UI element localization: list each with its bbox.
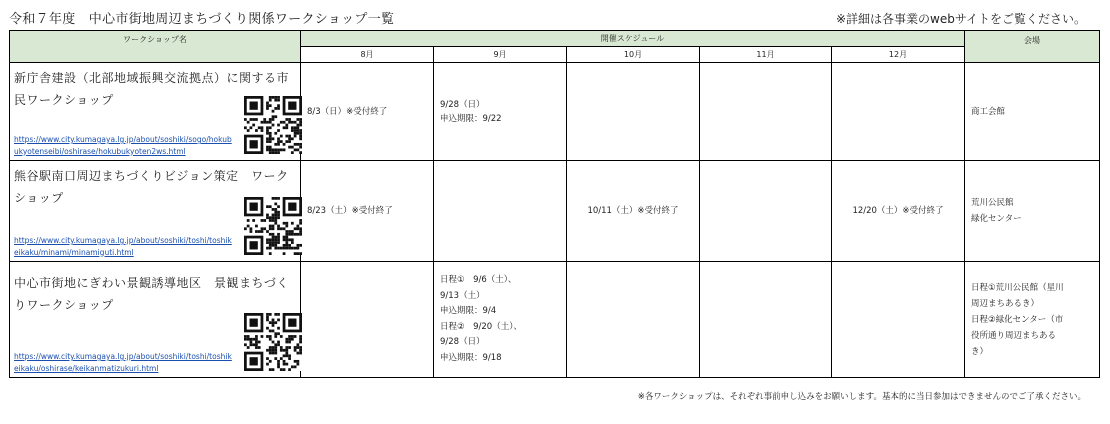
- qr-code-icon: [244, 197, 302, 255]
- venue-cell: 荒川公民館 緑化センター: [965, 161, 1100, 262]
- header-schedule: 開催スケジュール: [301, 31, 965, 47]
- workshop-title: 熊谷駅南口周辺まちづくりビジョン策定 ワークショップ: [14, 169, 289, 205]
- schedule-cell-oct: [567, 63, 700, 161]
- header-month-sep: 9月: [434, 47, 567, 63]
- table-row: [10, 161, 1100, 262]
- schedule-cell-aug: 8/3（日）※受付終了: [301, 63, 434, 161]
- schedule-cell-nov: [700, 161, 832, 262]
- venue-cell: 商工会館: [965, 63, 1100, 161]
- header-month-dec: 12月: [832, 47, 965, 63]
- workshop-link[interactable]: https://www.city.kumagaya.lg.jp/about/soshiki/toshi/toshikeikaku/oshirase/keikanmatizukuri.html: [14, 352, 232, 373]
- workshop-title: 中心市街地にぎわい景観誘導地区 景観まちづくりワークショップ: [14, 276, 289, 312]
- details-note: ※詳細は各事業のwebサイトをご覧ください。: [835, 12, 1086, 26]
- workshop-link[interactable]: https://www.city.kumagaya.lg.jp/about/soshiki/sogo/hokubukyotenseibi/oshirase/hokubukyoten2ws.html: [14, 135, 232, 156]
- header-month-oct: 10月: [567, 47, 700, 63]
- workshop-link[interactable]: https://www.city.kumagaya.lg.jp/about/soshiki/toshi/toshikeikaku/minami/minamiguti.html: [14, 236, 232, 257]
- venue-cell: 日程①荒川公民館（星川 周辺まちあるき） 日程②緑化センター（市 役所通り周辺まちある き）: [965, 262, 1100, 378]
- schedule-cell-sep: 9/28（日） 申込期限：9/22: [434, 63, 567, 161]
- workshop-title: 新庁舎建設（北部地域振興交流拠点）に関する市民ワークショップ: [14, 71, 290, 107]
- schedule-cell-sep: 日程① 9/6（土）、 9/13（土） 申込期限：9/4 日程② 9/20（土）、 9/28（日） 申込期限：9/18: [434, 262, 567, 378]
- workshop-name-cell: [10, 63, 301, 161]
- schedule-cell-aug: [301, 262, 434, 378]
- header-month-nov: 11月: [700, 47, 832, 63]
- qr-code-icon: [244, 313, 302, 371]
- schedule-cell-oct: [567, 262, 700, 378]
- footnote: ※各ワークショップは、それぞれ事前申し込みをお願いします。基本的に当日参加はできませんのでご了承ください。: [637, 392, 1086, 402]
- header-month-aug: 8月: [301, 47, 434, 63]
- schedule-cell-nov: [700, 262, 832, 378]
- workshop-name-cell: [10, 161, 301, 262]
- schedule-cell-dec: [832, 262, 965, 378]
- workshop-schedule-table: [9, 30, 1100, 378]
- schedule-cell-nov: [700, 63, 832, 161]
- page-title: 令和７年度 中心市街地周辺まちづくり関係ワークショップ一覧: [9, 12, 395, 27]
- table-row: [10, 262, 1100, 378]
- qr-code-icon: [244, 96, 302, 154]
- schedule-cell-dec: [832, 63, 965, 161]
- schedule-cell-aug: 8/23（土）※受付終了: [301, 161, 434, 262]
- header-venue: 会場: [965, 31, 1100, 63]
- schedule-cell-dec: 12/20（土）※受付終了: [832, 161, 965, 262]
- header-workshop-name: ワークショップ名: [10, 31, 301, 63]
- schedule-cell-oct: 10/11（土）※受付終了: [567, 161, 700, 262]
- schedule-cell-sep: [434, 161, 567, 262]
- workshop-name-cell: [10, 262, 301, 378]
- table-row: [10, 63, 1100, 161]
